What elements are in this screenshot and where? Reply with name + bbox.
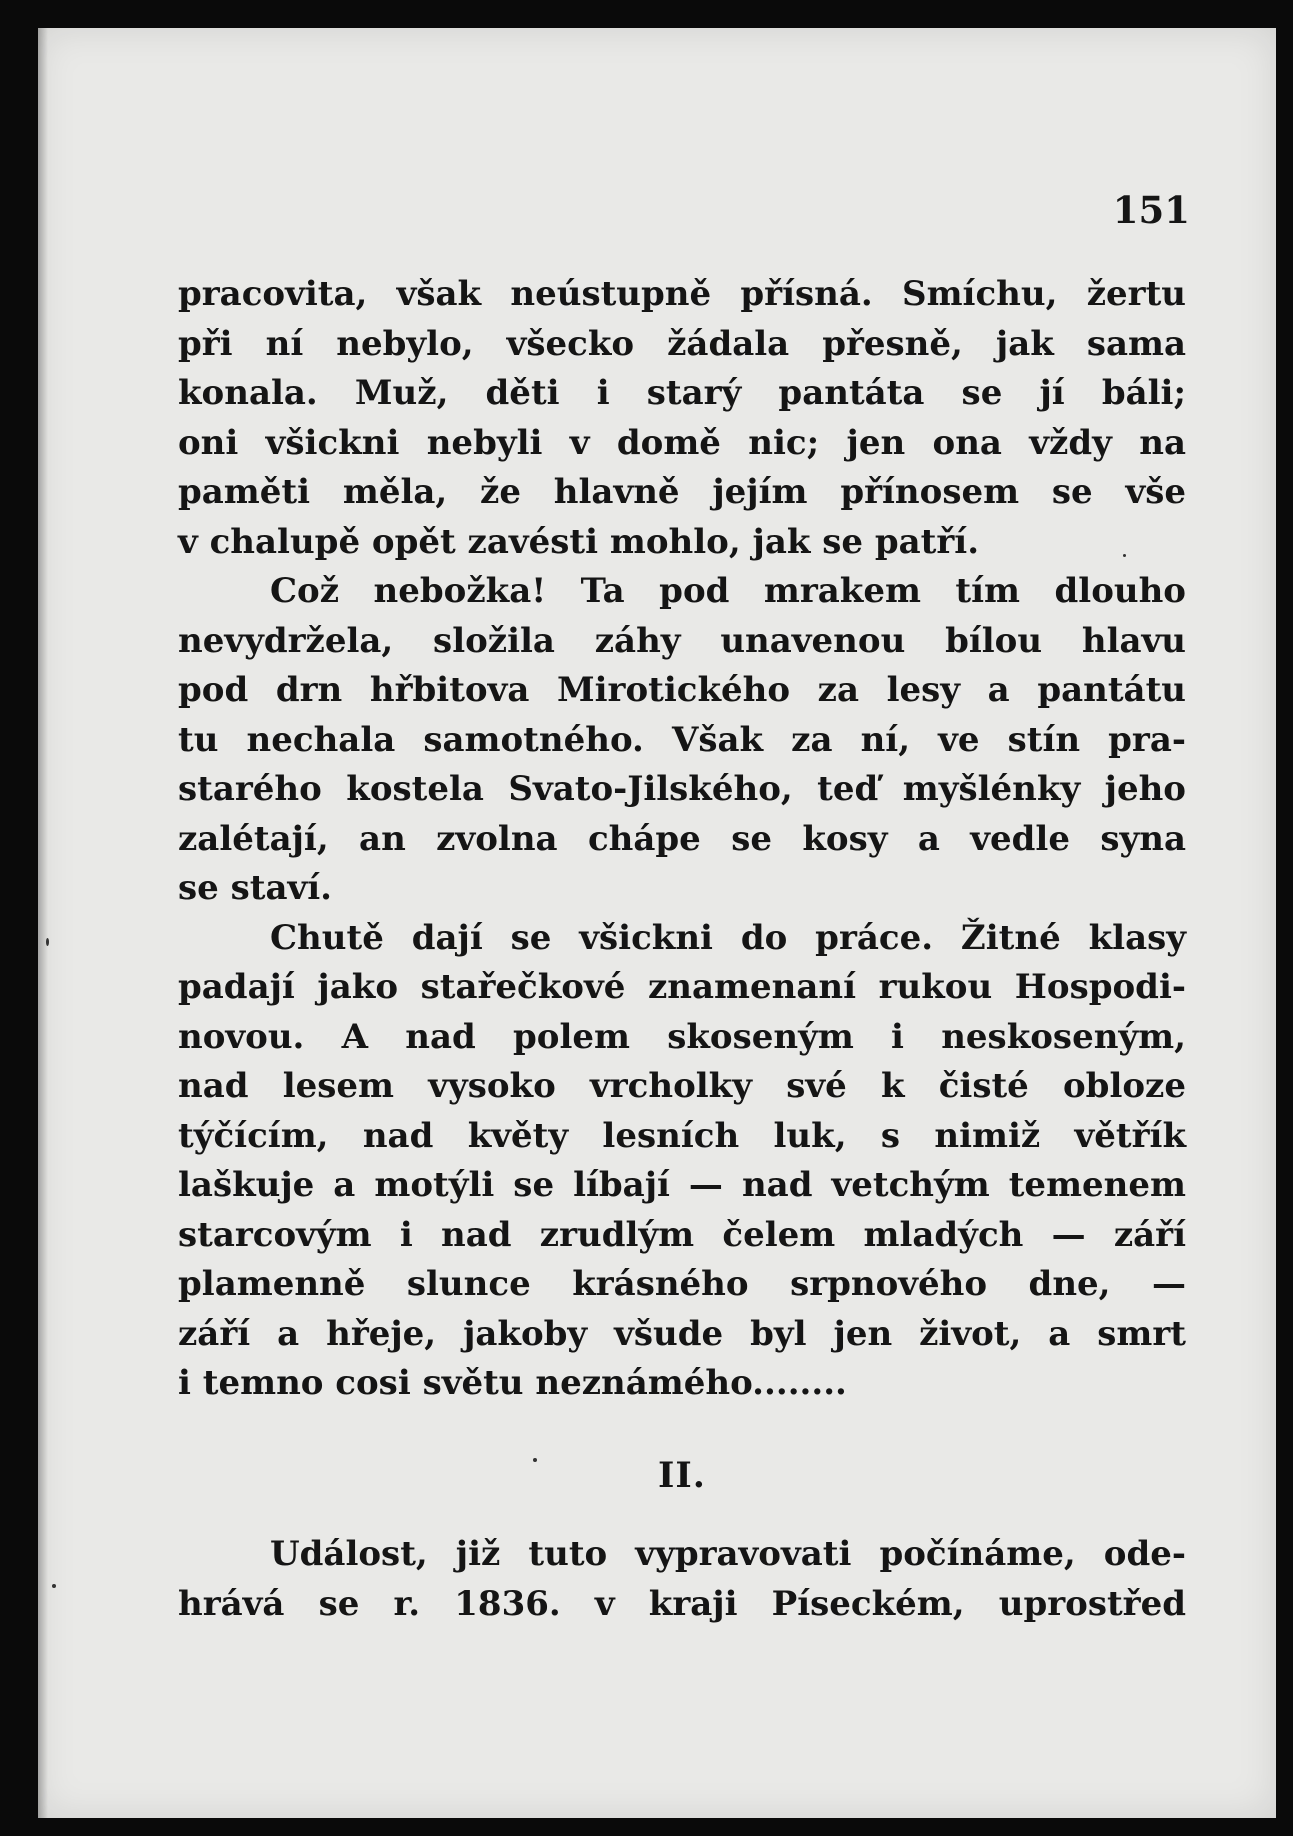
text-line: nevydržela, složila záhy unavenou bílou hlavu (178, 620, 1186, 661)
paper-speck (46, 938, 49, 946)
paragraph (178, 270, 1186, 567)
text-line: nad lesem vysoko vrcholky své k čisté obloze (178, 1066, 1186, 1106)
text-line: oni všickni nebyli v domě nic; jen ona vždy na (178, 422, 1186, 463)
text-line: pod drn hřbitova Mirotického za lesy a pantátu (178, 670, 1186, 710)
text-line: padají jako stařečkové znamenaní rukou Hospodi- (178, 967, 1186, 1007)
text-line: se staví. (178, 868, 332, 908)
text-line: Událost, již tuto vypravovati počínáme, ode- (270, 1534, 1186, 1574)
paper-speck (533, 1458, 537, 1462)
text-line: týčícím, nad květy lesních luk, s nimiž větřík (178, 1115, 1186, 1156)
paragraph (178, 914, 1186, 1409)
text-line: starého kostela Svato-Jilského, teď myšlénky jeho (178, 769, 1186, 809)
text-line: zalétají, an zvolna chápe se kosy a vedle syna (178, 818, 1186, 859)
text-line: září a hřeje, jakoby všude byl jen život, a smrt (178, 1313, 1186, 1354)
text-line: plamenně slunce krásného srpnového dne, — (178, 1264, 1186, 1304)
text-line: hrává se r. 1836. v kraji Píseckém, uprostřed (178, 1583, 1186, 1624)
text-line: Chutě dají se všickni do práce. Žitné klasy (270, 917, 1186, 958)
binding-shadow (38, 28, 48, 1818)
text-line: pracovita, však neústupně přísná. Smíchu, žertu (178, 274, 1186, 314)
text-line: novou. A nad polem skoseným i neskoseným, (178, 1016, 1186, 1057)
paper-sheet (38, 28, 1276, 1818)
text-line: tu nechala samotného. Však za ní, ve stín pra- (178, 719, 1186, 760)
text-line: paměti měla, že hlavně jejím přínosem se vše (178, 472, 1186, 512)
section-heading: II. (658, 1454, 706, 1496)
paragraph (178, 1530, 1186, 1629)
paragraph (178, 567, 1186, 914)
text-line: starcovým i nad zrudlým čelem mladých — září (178, 1214, 1186, 1255)
text-line: laškuje a motýli se líbají — nad vetchým temenem (178, 1165, 1186, 1205)
body-text (178, 270, 1186, 1629)
paper-speck (52, 1584, 56, 1588)
page-number: 151 (1112, 188, 1190, 232)
text-line: konala. Muž, děti i starý pantáta se jí báli; (178, 373, 1186, 413)
paper-speck (1123, 554, 1126, 557)
text-line: v chalupě opět zavésti mohlo, jak se patří. (178, 521, 980, 562)
text-line: při ní nebylo, všecko žádala přesně, jak sama (178, 323, 1186, 364)
text-line: Což nebožka! Ta pod mrakem tím dlouho (270, 571, 1186, 611)
text-line: i temno cosi světu neznámého........ (178, 1363, 847, 1403)
